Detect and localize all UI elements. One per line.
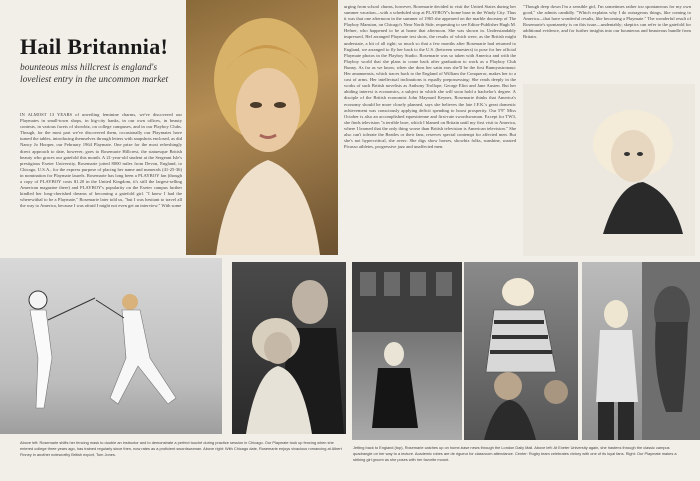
rugby-photo	[464, 262, 578, 440]
article-title: Hail Britannia!	[20, 34, 169, 59]
article-subtitle: bounteous miss hillcrest is england's loveliest entry in the uncommon market	[20, 63, 169, 85]
portrait-photo	[186, 0, 338, 255]
campus-photo	[352, 262, 462, 440]
blonde-portrait-photo	[523, 84, 695, 256]
horse-photo	[582, 262, 700, 440]
body-column-3: "Though deep down I'm a sensible girl, I'm sometimes rather too spontaneous for my own good," she admits candidly. "Which explains why I do outrageous things, like coming to America—that have wonderful results, like becoming a Playmate." The wonderful result of Rosemarie's spontaneity is on this issue—undeniably; skeptics can refer to the gatefold for additional evidence, and for further insights into our bounteous and beauteous bundle from Britain.	[523, 4, 691, 40]
caption-right: Jetting back to England (top), Rosemarie catches up on home-base news through the London Daily Mail. Above left: At Exeter University again, she hastens through the classic campus quadrangle on her way to a lecture. Academic robes are de rigueur for classroom attendance. Center: Rugby team celebrates victory with one of its loyal fans. Right: Our Playmate makes a striking girl groom as she poses with her favorite mount.	[353, 445, 677, 462]
caption-left: Above left: Rosemarie shifts her fencing mask to double an instructor and to demonstrate a perfect touché during practice session in Chicago. Our Playmate took up fencing when she entered college three years ago, has trained regularly since then, now rates as a proficient swordswoman. Above right: With Chicago date, Rosemarie enjoys vivacious romancing at Albert Finney in another noteworthy British export, Tom Jones.	[20, 440, 342, 457]
date-couple-photo	[232, 262, 346, 434]
body-column-1: IN ALMOST 13 YEARS of unveiling feminine charms, we've discovered our Playmates in small-town shops, in big-city banks, in our own offices, in beauty contests, in various facets of showbiz, on college campuses, and in our Playboy Clubs. Though, for the most part we've discovered them, occasionally our Playmates have turned the tables, introducing themselves through letters with snapshots enclosed, as did Nancy Jo Hooper, our February 1964 Playmate. One prize for the most refreshingly direct approach to date, however, goes to Rosemarie Hillcrest, the statuesque British beauty who graces our gatefold this month. A 21-year-old student at the Sergeant Isle's prestigious Exeter University, Rosemarie jotted 8000 miles from Devon, England, to Chicago, U.S.A., for the express purpose of placing her name and numerals (41-25-36) in nomination for Playmate laurels. Rosemarie has long been a PLAYBOY fan (though a copy of PLAYBOY costs $1.20 in the United Kingdom, it's still the largest-selling American magazine there) and PLAYBOY's popularity on the Exeter campus further kindled her long-cherished dreams of becoming a gatefold girl. "I knew I had the wherewithal to be a Playmate," Rosemarie later told us, "but I was hesitant to travel all the way to America, because I was afraid I might not even get an interview." With some	[20, 112, 182, 209]
body-column-2: urging from school chums, however, Rosemarie decided to visit the United States during her summer vacation—with a scheduled stop at PLAYBOY's home base in the Windy City. Thus it was that one afternoon in the summer of 1965 she appeared on the marble doorstep of The Playboy Mansion, on Chicago's Near North Side, requesting to see Editor-Publisher Hugh M. Hefner, who happened to be at home that afternoon. She was shown in. Understandably impressed, Hef arranged Playmate test shots, the results of which were, as the British might understate, a bit of all right; so much so that a few months after Rosemarie had returned to England, we arranged to fly her back to the U.S. (between semesters) to pose for her official Playmate photos in the Playboy Studio. Rosemarie was so taken with America and with the Playboy world that she plans to come back after graduation to work as a Playboy Club Bunny. As far as we know, when she dons her satin ears she'll be the first Bunnyastronaut: Her amanuensis, which traces back to the England of William the Conqueror, makes her to a cast of arms. Her intellectual inclinations is equally prepossessing: She reads deeply in the works of such British novelists as Anthony Trollope, George Eliot and Jane Austen. But her abiding interest is economics, a subject in which she will soon hold a bachelor's degree. A disciple of the British economist John Maynard Keynes, Rosemarie thinks that America's economy should be more closely planned, says she believes the late J.F.K.'s great domestic achievement was consciously applying deficit spending to boost prosperity. Our 5'9" Miss October is also an accomplished equestrienne and first-rate swordswoman. Except for TW3, she finds television "a terrible bore, which I blamed on Britain until my first visit to America, where I learned that the only thing worse than British television is American television." She also can't tolerate the Beatles or their fans, reserves special contempt for affected men. But she's not hypercritical, she avers: She digs show horses, showbiz folks, sunshine, roasted Picasso athletes, progressive jazz and unaffected men.	[344, 4, 516, 150]
fencing-photo	[0, 258, 222, 434]
